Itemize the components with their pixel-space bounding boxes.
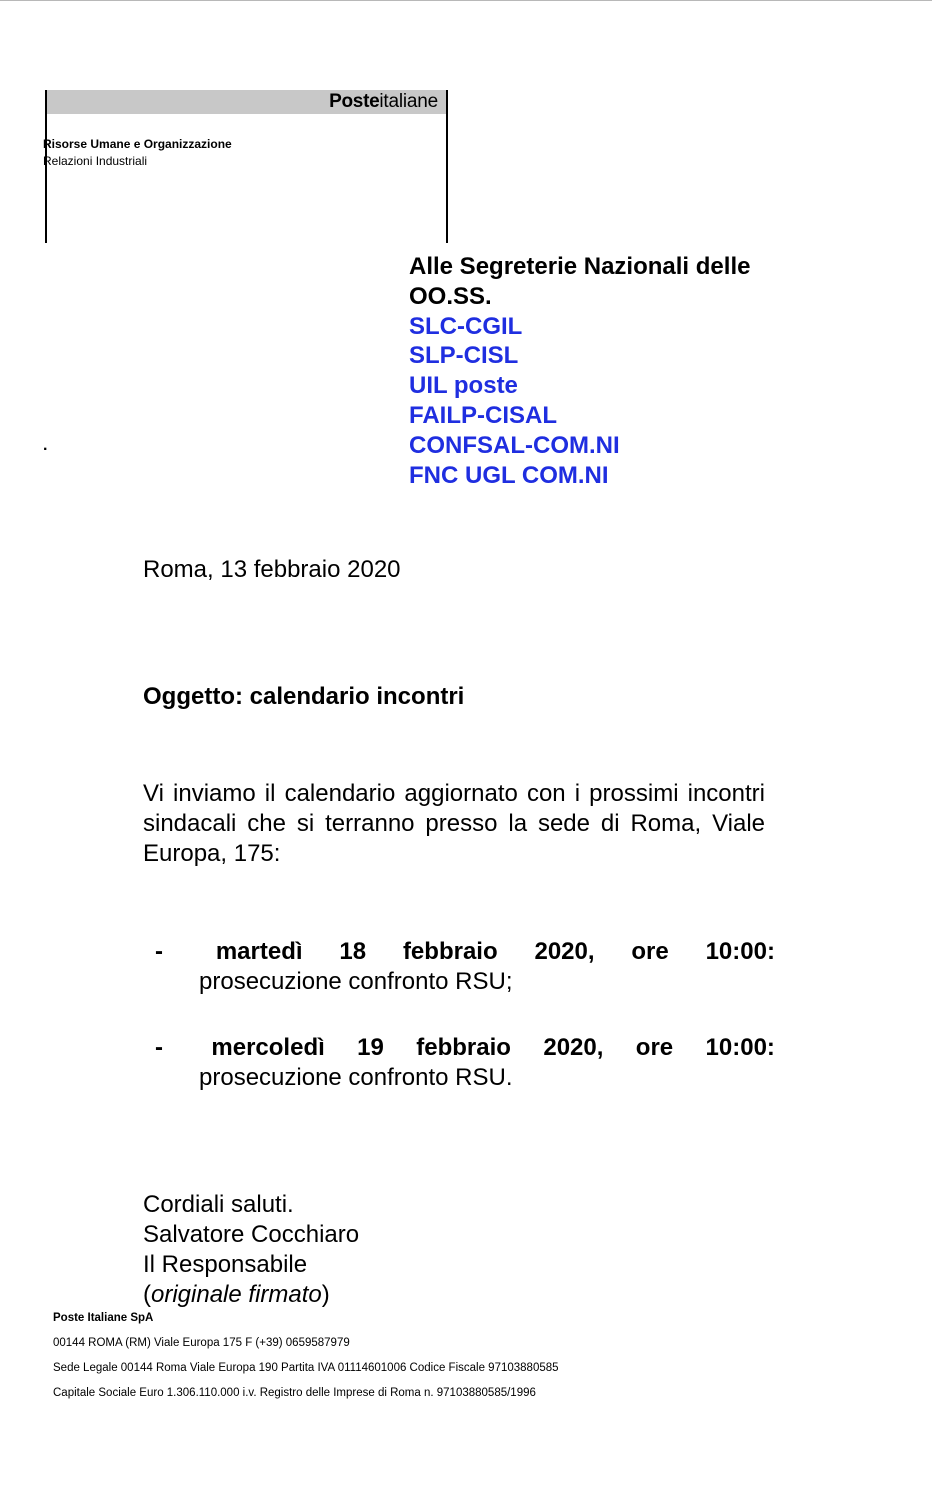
meeting-time: 10:00: — [705, 1034, 775, 1061]
meeting-description: prosecuzione confronto RSU. — [199, 1064, 513, 1091]
logo-light-text: italiane — [379, 91, 438, 112]
paren-open: ( — [143, 1281, 151, 1308]
letter-subject: Oggetto: calendario incontri — [143, 683, 465, 710]
union-name: CONFSAL-COM.NI — [409, 431, 620, 459]
signature-note-text: originale firmato — [151, 1281, 322, 1308]
footer-block — [53, 1310, 559, 1410]
signatory-name: Salvatore Cocchiaro — [143, 1221, 360, 1248]
footer-legal: Sede Legale 00144 Roma Viale Europa 190 Partita IVA 01114601006 Codice Fiscale 97103880585 — [53, 1362, 559, 1374]
recipients-block — [409, 252, 750, 490]
union-name: SLC-CGIL — [409, 312, 523, 340]
paren-close: ) — [321, 1281, 330, 1308]
meeting-weekday: martedì — [215, 938, 303, 965]
union-name: FNC UGL COM.NI — [409, 461, 609, 489]
sub-department-name: Relazioni Industriali — [43, 154, 148, 168]
meeting-year: 2020, — [534, 938, 595, 965]
letterhead-right-rule — [446, 90, 448, 243]
department-name: Risorse Umane e Organizzazione — [43, 137, 232, 151]
meeting-year: 2020, — [543, 1034, 604, 1061]
signatory-role: Il Responsabile — [143, 1251, 308, 1278]
top-divider — [0, 0, 932, 1]
footer-address: 00144 ROMA (RM) Viale Europa 175 F (+39) 0659587979 — [53, 1337, 350, 1349]
letter-body: Vi inviamo il calendario aggiornato con i prossimi incontri sindacali che si terranno presso la sede di Roma, Viale Europa, 175: — [143, 780, 765, 867]
meeting-month: febbraio — [402, 938, 498, 965]
meeting-heading — [143, 937, 775, 967]
recipient-address-line: Alle Segreterie Nazionali delle — [409, 253, 751, 280]
meeting-day: 18 — [339, 938, 367, 965]
footer-capital: Capitale Sociale Euro 1.306.110.000 i.v. Registro delle Imprese di Roma n. 97103880585/1996 — [53, 1387, 536, 1399]
recipient-address-line: OO.SS. — [409, 282, 492, 310]
meeting-time: 10:00: — [705, 938, 775, 965]
meeting-month: febbraio — [416, 1034, 511, 1061]
meeting-item — [143, 1033, 775, 1093]
union-name: FAILP-CISAL — [409, 401, 557, 429]
list-dash: - — [155, 1034, 163, 1061]
union-name: UIL poste — [409, 372, 518, 400]
poste-italiane-logo — [47, 90, 446, 114]
meeting-description: prosecuzione confronto RSU; — [199, 968, 513, 995]
meeting-ore: ore — [631, 938, 669, 965]
meeting-heading — [143, 1033, 775, 1063]
letter-date: Roma, 13 febbraio 2020 — [143, 556, 401, 583]
list-dash: - — [155, 938, 163, 965]
logo-bold-text: Poste — [329, 91, 380, 112]
meeting-item — [143, 937, 775, 997]
footer-company: Poste Italiane SpA — [53, 1312, 154, 1324]
meeting-weekday: mercoledì — [211, 1034, 325, 1061]
margin-marker: . — [43, 437, 48, 454]
closing-greeting: Cordiali saluti. — [143, 1191, 294, 1218]
signature-note — [143, 1280, 359, 1310]
union-name: SLP-CISL — [409, 342, 519, 370]
meeting-day: 19 — [357, 1034, 384, 1061]
department-block — [43, 136, 232, 170]
closing-block — [143, 1190, 359, 1310]
meeting-ore: ore — [635, 1034, 674, 1061]
